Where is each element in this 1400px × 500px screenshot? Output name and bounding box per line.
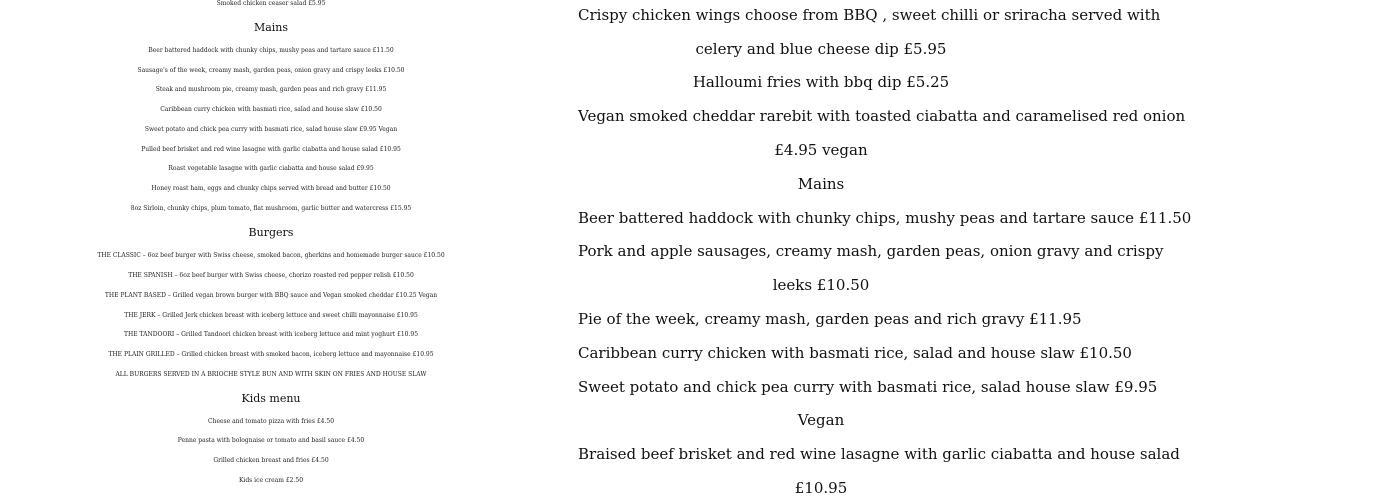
menu-item-line: 8oz Sirloin, chunky chips, plum tomato, flat mushroom, garlic butter and watercress £15.95 (130, 205, 412, 212)
menu-item-line: Steak and mushroom pie, creamy mash, garden peas and rich gravy £11.95 (155, 86, 387, 93)
menu-line: Halloumi fries with bbq dip £5.25 (692, 73, 950, 91)
mains-heading: Mains (253, 21, 289, 34)
menu-item-line: THE JERK – Grilled Jerk chicken breast with iceberg lettuce and sweet chilli mayonnaise £10.95 (124, 312, 418, 319)
menu-item-line: Smoked chicken ceaser salad £5.95 (216, 0, 326, 7)
menu-line: Braised beef brisket and red wine lasagne with garlic ciabatta and house salad (578, 445, 1180, 463)
menu-item-line: Penne pasta with bolognaise or tomato and basil sauce £4.50 (177, 437, 365, 444)
menu-item-line: Grilled chicken breast and fries £4.50 (213, 457, 329, 464)
menu-item-line: THE TANDOORI – Grilled Tandoori chicken breast with iceberg lettuce and mint yoghurt £10.95 (123, 331, 419, 338)
menu-item-line: Honey roast ham, eggs and chunky chips served with bread and butter £10.50 (151, 185, 391, 192)
menu-item-line: Cheese and tomato pizza with fries £4.50 (207, 418, 335, 425)
menu-item-line: Caribbean curry chicken with basmati rice, salad and house slaw £10.50 (160, 106, 382, 113)
menu-line: Caribbean curry chicken with basmati rice, salad and house slaw £10.50 (578, 344, 1132, 362)
menu-line: Beer battered haddock with chunky chips, mushy peas and tartare sauce £11.50 (578, 209, 1192, 227)
menu-item-line: Beer battered haddock with chunky chips, mushy peas and tartare sauce £11.50 (148, 47, 394, 54)
menu-line: £4.95 vegan (774, 141, 868, 159)
menu-item-line: Pulled beef brisket and red wine lasagne with garlic ciabatta and house salad £10.95 (141, 146, 401, 153)
menu-line: £10.95 (794, 479, 848, 497)
menu-line: Pork and apple sausages, creamy mash, garden peas, onion gravy and crispy (578, 242, 1164, 260)
burgers-heading: Burgers (248, 226, 294, 239)
menu-item-line: ALL BURGERS SERVED IN A BRIOCHE STYLE BUN AND WITH SKIN ON FRIES AND HOUSE SLAW (115, 371, 427, 378)
menu-item-line: Kids ice cream £2.50 (238, 477, 304, 484)
menu-item-line: THE SPANISH – 6oz beef burger with Swiss cheese, chorizo roasted red pepper relish £10.50 (128, 272, 414, 279)
left-menu-panel (80, 0, 462, 500)
menu-item-line: THE CLASSIC – 6oz beef burger with Swiss cheese, smoked bacon, gherkins and homemade burger sauce £10.50 (97, 252, 445, 259)
menu-line: Sweet potato and chick pea curry with basmati rice, salad house slaw £9.95 (578, 378, 1158, 396)
menu-item-line: Sweet potato and chick pea curry with basmati rice, salad house slaw £9.95 Vegan (144, 126, 398, 133)
right-menu-panel (578, 0, 1192, 500)
kids-heading: Kids menu (241, 392, 301, 405)
vegan-label: Vegan (797, 411, 845, 429)
menu-item-line: THE PLANT BASED – Grilled vegan brown burger with BBQ sauce and Vegan smoked cheddar £10.25 Vegan (104, 292, 438, 299)
menu-line: Vegan smoked cheddar rarebit with toasted ciabatta and caramelised red onion (578, 107, 1186, 125)
menu-line: leeks £10.50 (772, 276, 870, 294)
menu-line: Crispy chicken wings choose from BBQ , sweet chilli or sriracha served with (578, 6, 1161, 24)
menu-item-line: Sausage's of the week, creamy mash, garden peas, onion gravy and crispy leeks £10.50 (137, 67, 405, 74)
menu-line: celery and blue cheese dip £5.95 (695, 40, 947, 58)
menu-line: Pie of the week, creamy mash, garden peas and rich gravy £11.95 (578, 310, 1082, 328)
menu-item-line: THE PLAIN GRILLED – Grilled chicken breast with smoked bacon, iceberg lettuce and mayonnaise £10.95 (108, 351, 434, 358)
menu-item-line: Roast vegetable lasagne with garlic ciabatta and house salad £9.95 (168, 165, 374, 172)
mains-heading-large: Mains (797, 175, 845, 193)
